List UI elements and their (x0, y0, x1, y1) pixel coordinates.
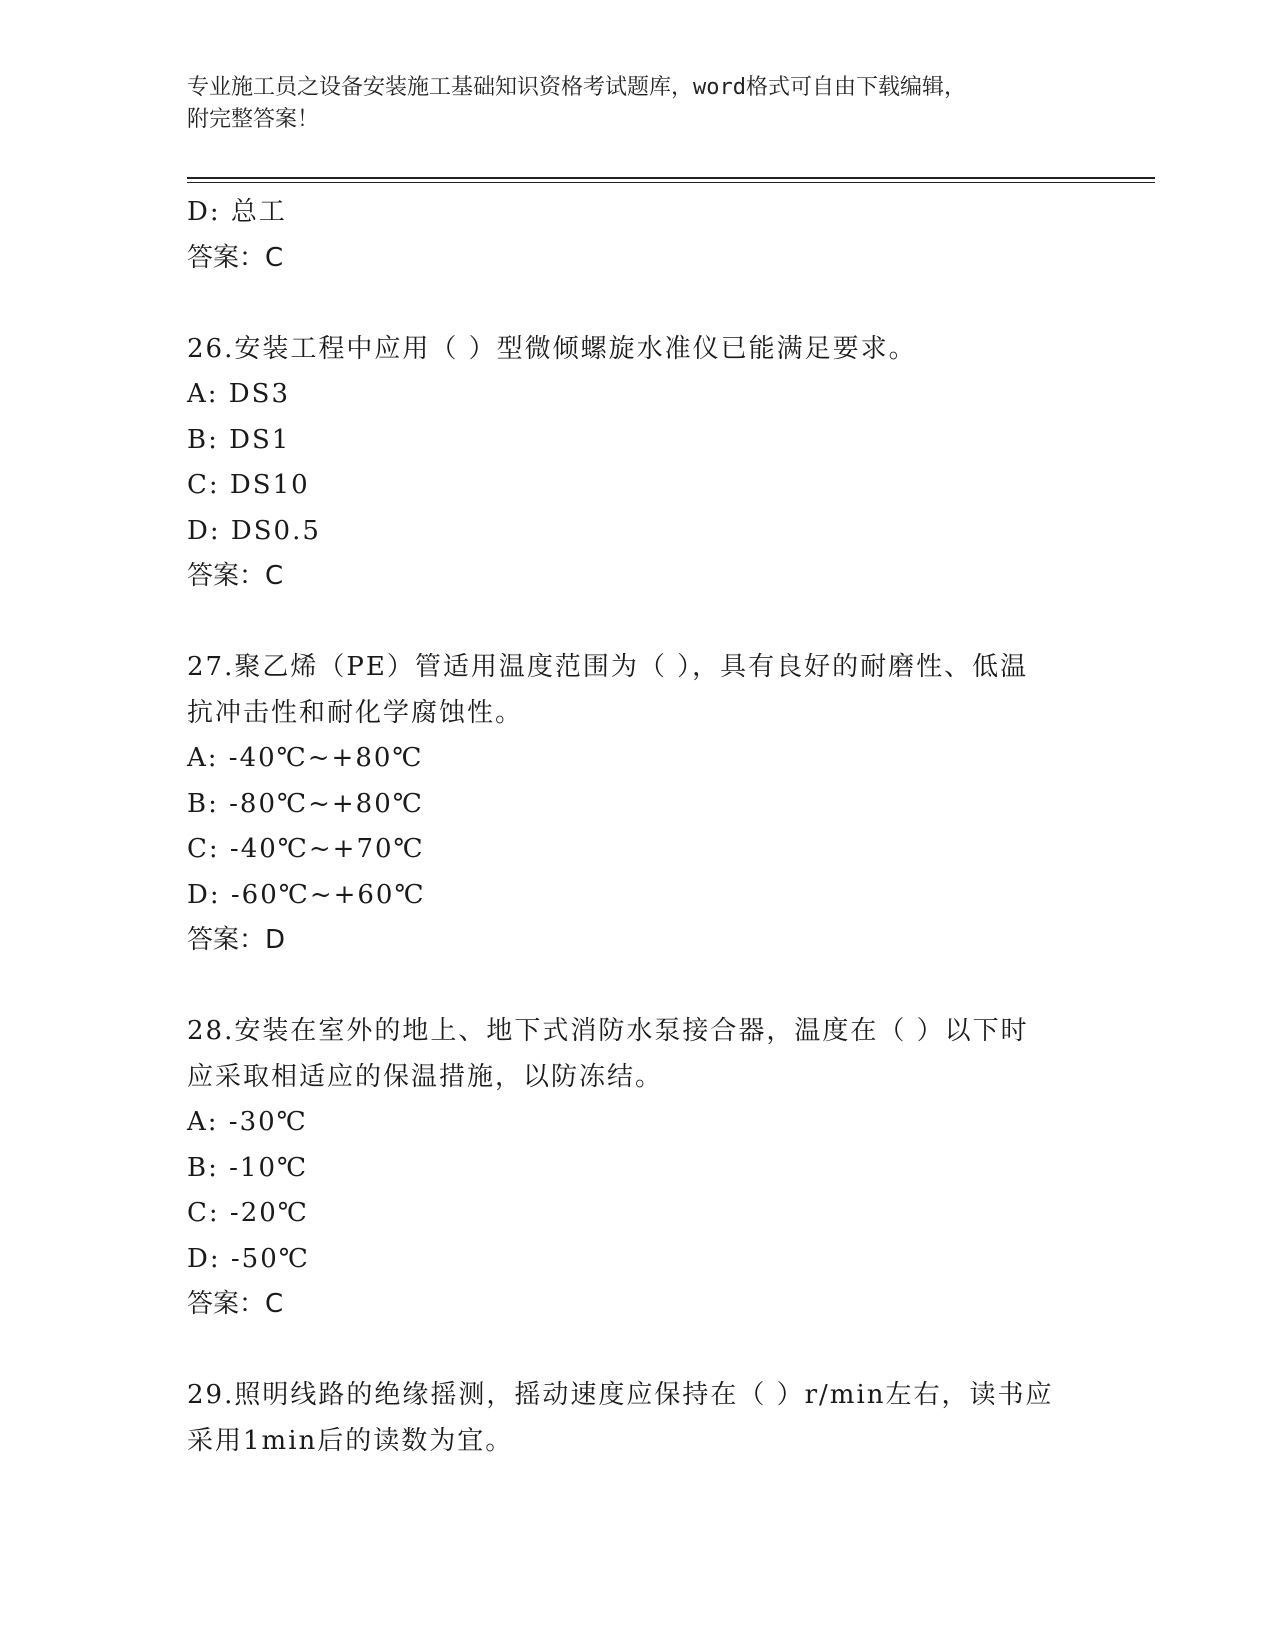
question-stem: 26.安装工程中应用（ ）型微倾螺旋水准仪已能满足要求。 (187, 333, 917, 364)
option-c: C: DS10 (187, 470, 310, 500)
question-stem: 29.照明线路的绝缘摇测，摇动速度应保持在（ ）r/min左右，读书应 (187, 1380, 1054, 1410)
question-stem-continued: 采用1min后的读数为宜。 (187, 1425, 514, 1456)
option-a: A: -40℃~+80℃ (187, 743, 424, 773)
question-block (187, 1373, 1087, 1464)
answer: 答案：C (187, 242, 284, 273)
spacer (187, 964, 1087, 1010)
question-block (187, 327, 1087, 600)
document-header (187, 72, 1087, 136)
option-d: D: -60℃~+60℃ (187, 879, 426, 910)
question-list (187, 190, 1087, 1464)
option-d: D: DS0.5 (187, 515, 321, 546)
answer: 答案：C (187, 1289, 284, 1319)
option-c: C: -40℃~+70℃ (187, 834, 425, 864)
spacer (187, 281, 1087, 327)
option-b: B: -80℃~+80℃ (187, 788, 424, 819)
question-stem: 27.聚乙烯（PE）管适用温度范围为（ ），具有良好的耐磨性、低温 (187, 652, 1029, 682)
option-c: C: -20℃ (187, 1198, 309, 1228)
header-line-1: 专业施工员之设备安装施工基础知识资格考试题库，word格式可自由下载编辑， (187, 75, 966, 100)
question-block (187, 1009, 1087, 1328)
header-divider-thin (187, 182, 1155, 183)
option-b: B: -10℃ (187, 1152, 309, 1183)
header-line-2: 附完整答案！ (187, 107, 320, 132)
question-block (187, 645, 1087, 964)
answer: 答案：C (187, 561, 284, 591)
option-a: A: DS3 (187, 379, 290, 409)
spacer (187, 600, 1087, 646)
question-stem-continued: 抗冲击性和耐化学腐蚀性。 (187, 697, 524, 728)
option-b: B: DS1 (187, 424, 291, 455)
option-d: D: -50℃ (187, 1243, 310, 1274)
question-stem-continued: 应采取相适应的保温措施，以防冻结。 (187, 1061, 664, 1092)
question-stem: 28.安装在室外的地上、地下式消防水泵接合器，温度在（ ）以下时 (187, 1016, 1029, 1046)
option-d: D: 总工 (187, 197, 287, 227)
spacer (187, 1328, 1087, 1374)
answer: 答案：D (187, 925, 286, 955)
header-divider-thick (187, 177, 1155, 179)
option-a: A: -30℃ (187, 1107, 308, 1137)
